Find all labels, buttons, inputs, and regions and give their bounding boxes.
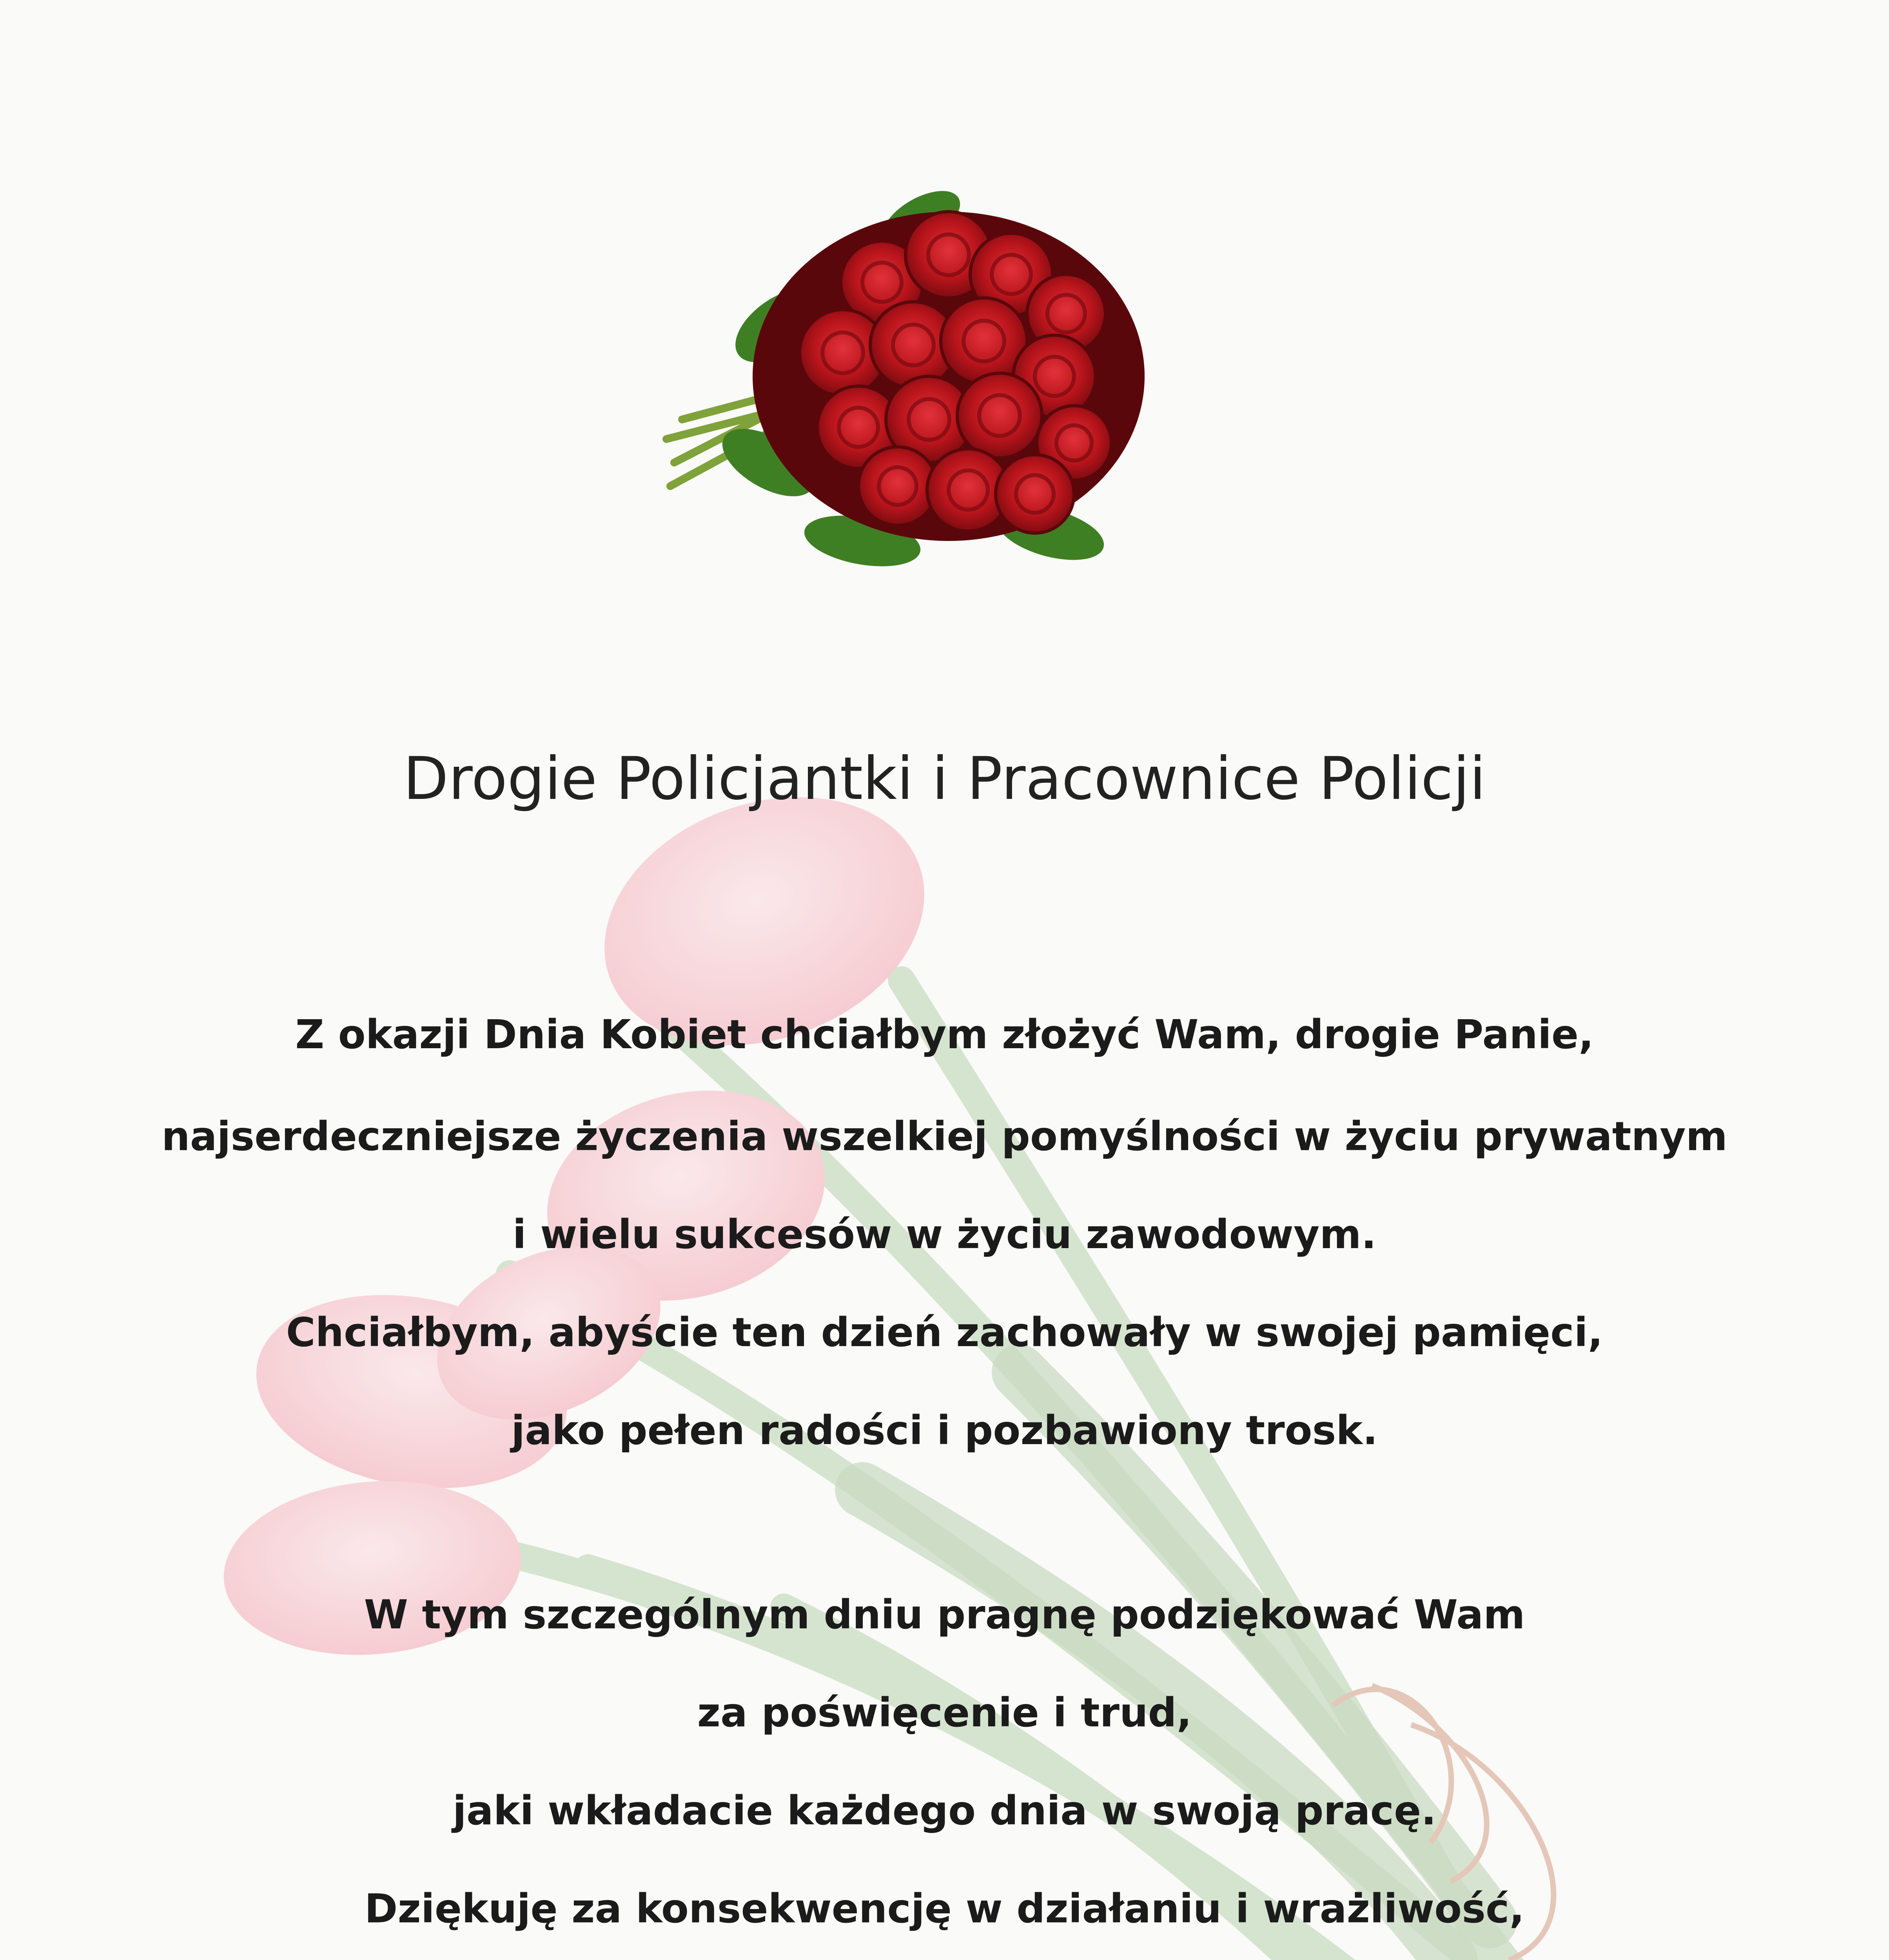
thanks-line-1: W tym szczególnym dniu pragnę podziękować Wam (364, 1592, 1525, 1638)
thanks-line-4: Dziękuję za konsekwencję w działaniu i wrażliwość, (364, 1886, 1525, 1932)
letter-title: Drogie Policjantki i Pracownice Policji (403, 745, 1486, 813)
wishes-line-5: jako pełen radości i pozbawiony trosk. (511, 1407, 1378, 1454)
thanks-line-2: za poświęcenie i trud, (697, 1690, 1192, 1736)
wishes-line-3: i wielu sukcesów w życiu zawodowym. (512, 1211, 1377, 1258)
wishes-line-4: Chciałbym, abyście ten dzień zachowały w swojej pamięci, (286, 1309, 1603, 1356)
rose-bouquet-image (666, 179, 1145, 574)
thanks-line-3: jaki wkładacie każdego dnia w swoją pracę. (452, 1788, 1437, 1834)
wishes-line-1: Z okazji Dnia Kobiet chciałbym złożyć Wam, drogie Panie, (295, 1011, 1594, 1058)
wishes-line-2: najserdeczniejsze życzenia wszelkiej pomyślności w życiu prywatnym (161, 1113, 1728, 1160)
tulip-bouquet-watermark (216, 754, 1725, 1960)
